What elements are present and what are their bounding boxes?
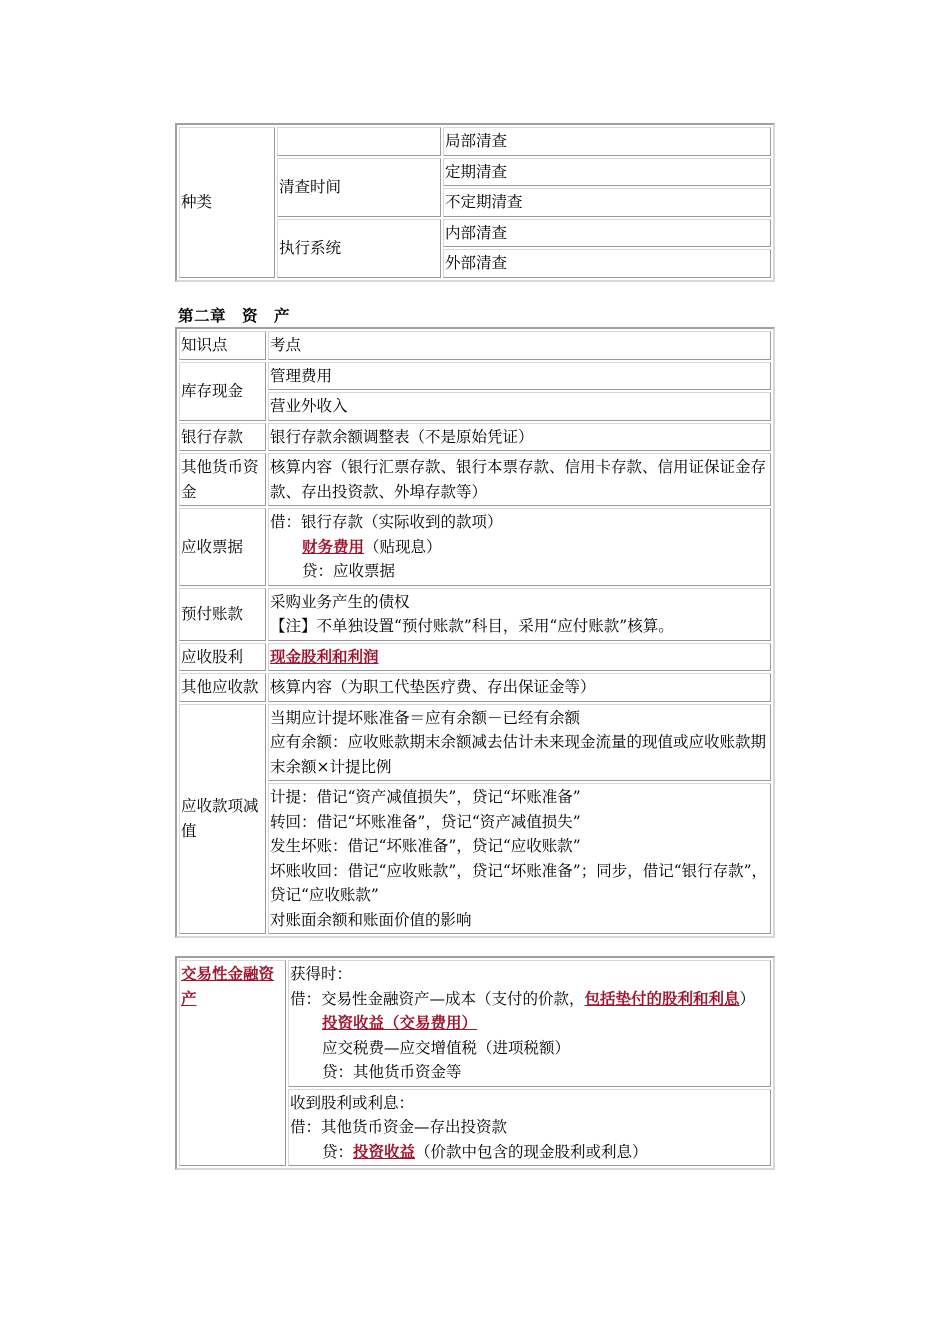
entry-line: 贷：其他货币资金等 — [322, 1063, 462, 1081]
item-label: 定期清查 — [445, 162, 508, 181]
topic-cell — [179, 453, 266, 506]
highlight-link[interactable]: 财务费用 — [302, 536, 365, 556]
point-cell — [268, 673, 771, 702]
point-cell — [268, 362, 771, 391]
topic-label: 预付账款 — [181, 604, 244, 623]
highlight-link[interactable]: 投资收益（交易费用） — [322, 1013, 478, 1032]
entry-line: 应有余额：应收账款期末余额减去估计未来现金流量的现值或应收账款期末余额×计提比例 — [270, 733, 767, 776]
item-label: 不定期清查 — [445, 193, 523, 211]
point-cell — [268, 508, 771, 586]
entry-line: 【注】不单独设置“预付账款”科目，采用“应付账款”核算。 — [270, 617, 674, 635]
sub-label: 清查时间 — [279, 177, 342, 196]
header-label: 知识点 — [181, 336, 228, 354]
point-cell — [268, 783, 771, 934]
inventory-check-table — [175, 123, 775, 282]
highlight-link[interactable]: 投资收益 — [353, 1141, 416, 1161]
entry-text: 借：交易性金融资产—成本（支付的价款， — [290, 989, 585, 1008]
entry-text: （价款中包含的现金股利或利息） — [415, 1142, 648, 1161]
empty-sub-cell — [277, 127, 441, 156]
point-cell — [268, 392, 771, 421]
point-text: 银行存款余额调整表（不是原始凭证） — [270, 427, 534, 446]
sub-cell — [277, 219, 441, 278]
entry-line — [270, 535, 769, 560]
topic-cell — [179, 362, 266, 421]
highlight-link[interactable]: 交易性金融资产 — [181, 964, 275, 1008]
topic-label: 银行存款 — [181, 427, 244, 446]
entry-line — [290, 1011, 769, 1036]
point-cell — [288, 1089, 771, 1167]
category-label: 种类 — [181, 193, 213, 211]
point-cell — [268, 588, 771, 641]
highlight-link[interactable]: 包括垫付的股利和利息 — [584, 988, 740, 1008]
header-label: 考点 — [270, 336, 302, 354]
point-text: 营业外收入 — [270, 397, 348, 415]
header-cell — [179, 331, 266, 360]
topic-label: 其他应收款 — [181, 678, 259, 696]
entry-text: （贴现息） — [364, 537, 442, 556]
entry-line: 获得时： — [290, 965, 353, 983]
chapter-heading: 第二章 资 产 — [178, 306, 291, 325]
sub-label: 执行系统 — [279, 238, 342, 257]
entry-line: 应交税费—应交增值税（进项税额） — [322, 1038, 571, 1057]
topic-label: 其他货币资金 — [181, 458, 259, 501]
topic-cell — [179, 960, 286, 1166]
item-label: 内部清查 — [445, 223, 508, 242]
entry-line: 收到股利或利息： — [290, 1093, 415, 1112]
point-cell — [268, 453, 771, 506]
entry-line: 坏账收回：借记“应收账款”，贷记“坏账准备”；同步，借记“银行存款”，贷记“应收账款” — [270, 861, 768, 904]
topic-cell — [179, 423, 266, 452]
item-cell — [443, 219, 771, 248]
topic-label: 应收股利 — [181, 647, 244, 666]
item-label: 局部清查 — [445, 132, 508, 150]
entry-text: 贷： — [322, 1142, 354, 1161]
topic-label: 库存现金 — [181, 381, 244, 400]
topic-label: 应收款项减值 — [181, 797, 259, 840]
entry-line: 计提：借记“资产减值损失”，贷记“坏账准备” — [270, 788, 581, 806]
point-cell — [268, 704, 771, 782]
point-text: 核算内容（银行汇票存款、银行本票存款、信用卡存款、信用证保证金存款、存出投资款、外埠存款等） — [270, 458, 767, 501]
entry-text: ） — [739, 989, 756, 1008]
item-cell — [443, 158, 771, 187]
entry-line: 采购业务产生的债权 — [270, 592, 410, 611]
item-cell — [443, 127, 771, 156]
entry-line: 借：银行存款（实际收到的款项） — [270, 513, 503, 531]
point-cell — [288, 960, 771, 1087]
point-cell — [268, 423, 771, 452]
entry-line: 发生坏账：借记“坏账准备”，贷记“应收账款” — [270, 837, 581, 855]
category-cell — [179, 127, 275, 278]
item-label: 外部清查 — [445, 254, 508, 272]
topic-label: 应收票据 — [181, 537, 244, 556]
topic-cell — [179, 643, 266, 672]
topic-cell — [179, 704, 266, 935]
point-text: 核算内容（为职工代垫医疗费、存出保证金等） — [270, 678, 596, 696]
header-cell — [268, 331, 771, 360]
entry-line — [290, 1140, 769, 1165]
topic-cell — [179, 588, 266, 641]
item-cell — [443, 249, 771, 278]
entry-line: 转回：借记“坏账准备”，贷记“资产减值损失” — [270, 812, 581, 831]
assets-table — [175, 327, 775, 938]
trading-assets-table — [175, 956, 775, 1170]
topic-cell — [179, 673, 266, 702]
item-cell — [443, 188, 771, 217]
entry-line — [290, 987, 769, 1012]
entry-line: 对账面余额和账面价值的影响 — [270, 910, 472, 929]
sub-cell — [277, 158, 441, 217]
highlight-link[interactable]: 现金股利和利润 — [270, 646, 379, 666]
entry-line: 当期应计提坏账准备＝应有余额－已经有余额 — [270, 708, 581, 727]
topic-cell — [179, 508, 266, 586]
entry-line: 贷：应收票据 — [302, 562, 396, 580]
entry-line: 借：其他货币资金—存出投资款 — [290, 1118, 508, 1136]
point-cell — [268, 643, 771, 672]
point-text: 管理费用 — [270, 366, 333, 385]
